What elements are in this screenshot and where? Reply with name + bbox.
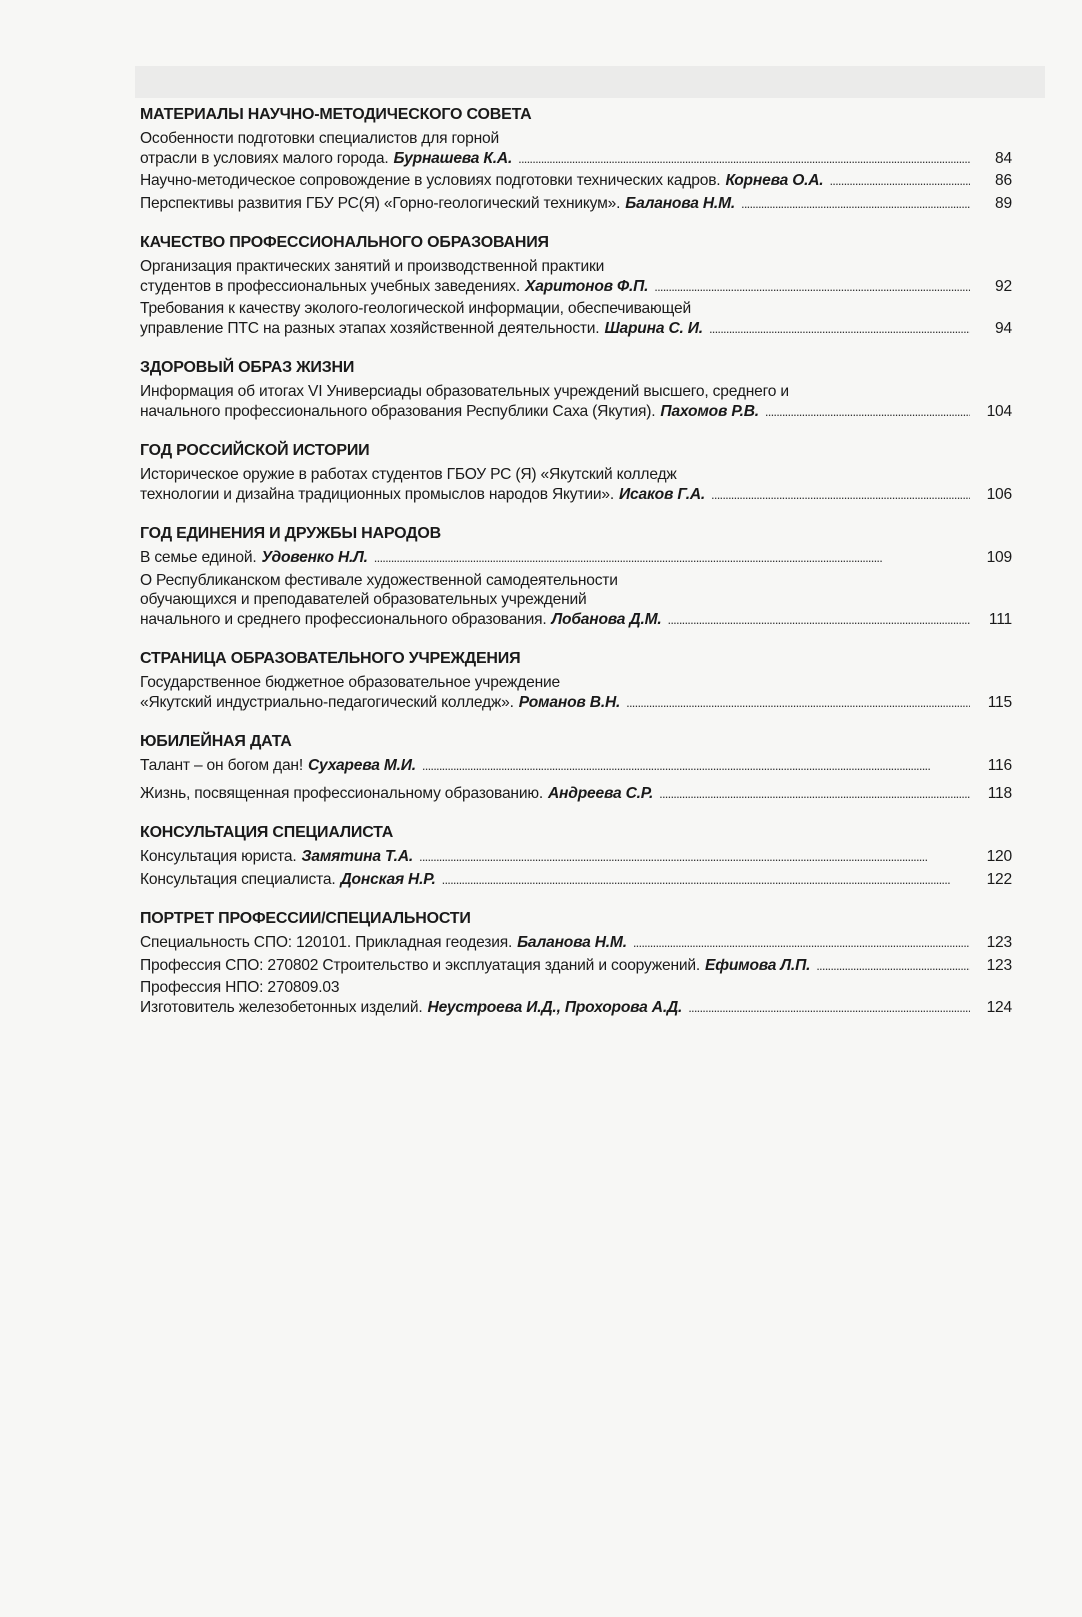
toc-section xyxy=(140,823,1012,889)
toc-entry xyxy=(140,299,1012,338)
section-heading: КОНСУЛЬТАЦИЯ СПЕЦИАЛИСТА xyxy=(140,824,394,841)
dot-leader xyxy=(654,277,970,297)
entry-author: Неустроева И.Д., Прохорова А.Д. xyxy=(427,998,683,1016)
dot-leader xyxy=(419,847,970,867)
entry-title: технологии и дизайна традиционных промыслов народов Якутии». xyxy=(140,485,614,503)
toc-section xyxy=(140,649,1012,712)
entry-title: начального и среднего профессионального образования. xyxy=(140,610,547,628)
entry-title: Консультация юриста. xyxy=(140,848,297,865)
entry-author: Пахомов Р.В. xyxy=(660,402,759,420)
page-number: 109 xyxy=(986,549,1012,566)
dot-leader xyxy=(688,998,970,1018)
entry-title: начального профессионального образования Республики Саха (Якутия). xyxy=(140,402,656,420)
page-number: 92 xyxy=(995,277,1012,295)
dot-leader xyxy=(816,956,970,976)
toc-entry xyxy=(140,784,1012,804)
entry-title: Научно-методическое сопровождение в условиях подготовки технических кадров. xyxy=(140,172,721,189)
dot-leader xyxy=(711,485,970,505)
entry-title-line: Организация практических занятий и производственной практики xyxy=(140,258,605,275)
entry-author: Сухарева М.И. xyxy=(307,757,416,774)
section-heading: КАЧЕСТВО ПРОФЕССИОНАЛЬНОГО ОБРАЗОВАНИЯ xyxy=(140,234,549,251)
entry-last-line xyxy=(140,149,1012,169)
toc-entry xyxy=(140,194,1012,214)
entry-last-line xyxy=(140,610,1012,630)
page-number: 120 xyxy=(986,848,1012,865)
section-heading: ПОРТРЕТ ПРОФЕССИИ/СПЕЦИАЛЬНОСТИ xyxy=(140,910,471,927)
page-number: 123 xyxy=(986,956,1012,974)
section-heading: ГОД ЕДИНЕНИЯ И ДРУЖБЫ НАРОДОВ xyxy=(140,525,441,542)
entry-last-line xyxy=(140,194,1012,214)
entry-last-line xyxy=(140,847,1012,867)
page-number: 111 xyxy=(988,610,1012,628)
entry-title: Специальность СПО: 120101. Прикладная геодезия. xyxy=(140,934,513,951)
page-number: 104 xyxy=(986,402,1012,420)
page-number: 124 xyxy=(986,998,1012,1016)
entry-title: Изготовитель железобетонных изделий. xyxy=(140,998,423,1016)
entry-title: отрасли в условиях малого города. xyxy=(140,149,389,167)
entry-author: Замятина Т.А. xyxy=(301,848,414,865)
toc-section xyxy=(140,105,1012,213)
toc-section xyxy=(140,358,1012,421)
toc-section xyxy=(140,233,1012,338)
dot-leader xyxy=(741,194,970,214)
toc-entry xyxy=(140,465,1012,504)
toc-section xyxy=(140,909,1012,1017)
page-number: 106 xyxy=(986,485,1012,503)
toc-section xyxy=(140,732,1012,803)
entry-author: Романов В.Н. xyxy=(518,693,621,711)
toc-entry xyxy=(140,847,1012,867)
entry-author: Исаков Г.А. xyxy=(618,485,706,503)
toc-section xyxy=(140,441,1012,504)
entry-author: Донская Н.Р. xyxy=(340,870,436,888)
page-number: 94 xyxy=(995,319,1012,337)
entry-title: «Якутский индустриально-педагогический колледж». xyxy=(140,693,514,711)
toc-entry xyxy=(140,129,1012,168)
entry-title-line: Историческое оружие в работах студентов ГБОУ РС (Я) «Якутский колледж xyxy=(140,466,677,483)
entry-last-line xyxy=(140,277,1012,297)
entry-last-line xyxy=(140,171,1012,191)
dot-leader xyxy=(668,610,970,630)
toc-entry xyxy=(140,257,1012,296)
dot-leader xyxy=(518,149,970,169)
section-heading: ГОД РОССИЙСКОЙ ИСТОРИИ xyxy=(140,442,370,459)
entry-author: Удовенко Н.Л. xyxy=(261,549,368,566)
entry-last-line xyxy=(140,870,1012,890)
page-number: 115 xyxy=(987,693,1012,711)
section-heading: ЗДОРОВЫЙ ОБРАЗ ЖИЗНИ xyxy=(140,359,355,376)
entry-last-line xyxy=(140,998,1012,1018)
page-number: 116 xyxy=(987,757,1012,774)
entry-author: Бурнашева К.А. xyxy=(393,149,513,167)
toc-entry xyxy=(140,956,1012,976)
toc-section xyxy=(140,524,1012,629)
page-number: 84 xyxy=(995,149,1012,167)
dot-leader xyxy=(829,171,970,191)
dot-leader xyxy=(633,933,970,953)
entry-last-line xyxy=(140,933,1012,953)
entry-last-line xyxy=(140,784,1012,804)
dot-leader xyxy=(422,756,970,776)
entry-title-line: Требования к качеству эколого-геологической информации, обеспечивающей xyxy=(140,300,691,317)
entry-author: Шарина С. И. xyxy=(604,319,703,337)
page-number: 123 xyxy=(986,934,1012,951)
page-number: 89 xyxy=(995,194,1012,212)
toc-entry xyxy=(140,870,1012,890)
header-band xyxy=(135,66,1045,98)
spacer xyxy=(140,776,1012,781)
entry-title: Консультация специалиста. xyxy=(140,870,336,888)
entry-last-line xyxy=(140,548,1012,568)
entry-author: Корнева О.А. xyxy=(725,172,824,189)
entry-title: Перспективы развития ГБУ РС(Я) «Горно-геологический техникум». xyxy=(140,194,621,212)
dot-leader xyxy=(709,319,970,339)
entry-last-line xyxy=(140,485,1012,505)
entry-title-line: Профессия НПО: 270809.03 xyxy=(140,979,340,996)
entry-author: Андреева С.Р. xyxy=(547,784,654,802)
entry-last-line xyxy=(140,319,1012,339)
entry-title: управление ПТС на разных этапах хозяйственной деятельности. xyxy=(140,319,600,337)
entry-author: Лобанова Д.М. xyxy=(551,610,662,628)
dot-leader xyxy=(442,870,970,890)
toc-entry xyxy=(140,171,1012,191)
section-heading: МАТЕРИАЛЫ НАУЧНО-МЕТОДИЧЕСКОГО СОВЕТА xyxy=(140,106,532,123)
dot-leader xyxy=(374,548,970,568)
entry-last-line xyxy=(140,402,1012,422)
entry-title: Профессия СПО: 270802 Строительство и эксплуатация зданий и сооружений. xyxy=(140,956,701,974)
entry-title: студентов в профессиональных учебных заведениях. xyxy=(140,277,520,295)
entry-last-line xyxy=(140,756,1012,776)
entry-title: В семье единой. xyxy=(140,549,257,566)
entry-title: Талант – он богом дан! xyxy=(140,757,303,774)
entry-title-line: Государственное бюджетное образовательное учреждение xyxy=(140,674,560,691)
page-number: 86 xyxy=(995,172,1012,189)
section-heading: ЮБИЛЕЙНАЯ ДАТА xyxy=(140,733,292,750)
dot-leader xyxy=(626,693,970,713)
page-number: 122 xyxy=(986,870,1012,888)
entry-author: Баланова Н.М. xyxy=(517,934,627,951)
toc-entry xyxy=(140,382,1012,421)
entry-last-line xyxy=(140,956,1012,976)
toc-entry xyxy=(140,571,1012,630)
dot-leader xyxy=(659,784,970,804)
entry-author: Ефимова Л.П. xyxy=(705,956,811,974)
entry-title-line: Информация об итогах VI Универсиады образовательных учреждений высшего, среднего и xyxy=(140,383,789,400)
entry-title-line: обучающихся и преподавателей образовательных учреждений xyxy=(140,591,587,608)
entry-last-line xyxy=(140,693,1012,713)
entry-title-line: О Республиканском фестивале художественной самодеятельности xyxy=(140,571,618,589)
table-of-contents xyxy=(140,105,1012,1037)
page-number: 118 xyxy=(987,784,1012,802)
entry-title: Жизнь, посвященная профессиональному образованию. xyxy=(140,784,543,802)
toc-entry xyxy=(140,673,1012,712)
entry-author: Баланова Н.М. xyxy=(625,194,735,212)
dot-leader xyxy=(765,402,970,422)
entry-author: Харитонов Ф.П. xyxy=(525,277,649,295)
toc-entry xyxy=(140,756,1012,781)
toc-entry xyxy=(140,548,1012,568)
toc-entry xyxy=(140,978,1012,1017)
entry-title-line: Особенности подготовки специалистов для горной xyxy=(140,130,499,147)
toc-entry xyxy=(140,933,1012,953)
section-heading: СТРАНИЦА ОБРАЗОВАТЕЛЬНОГО УЧРЕЖДЕНИЯ xyxy=(140,650,521,667)
